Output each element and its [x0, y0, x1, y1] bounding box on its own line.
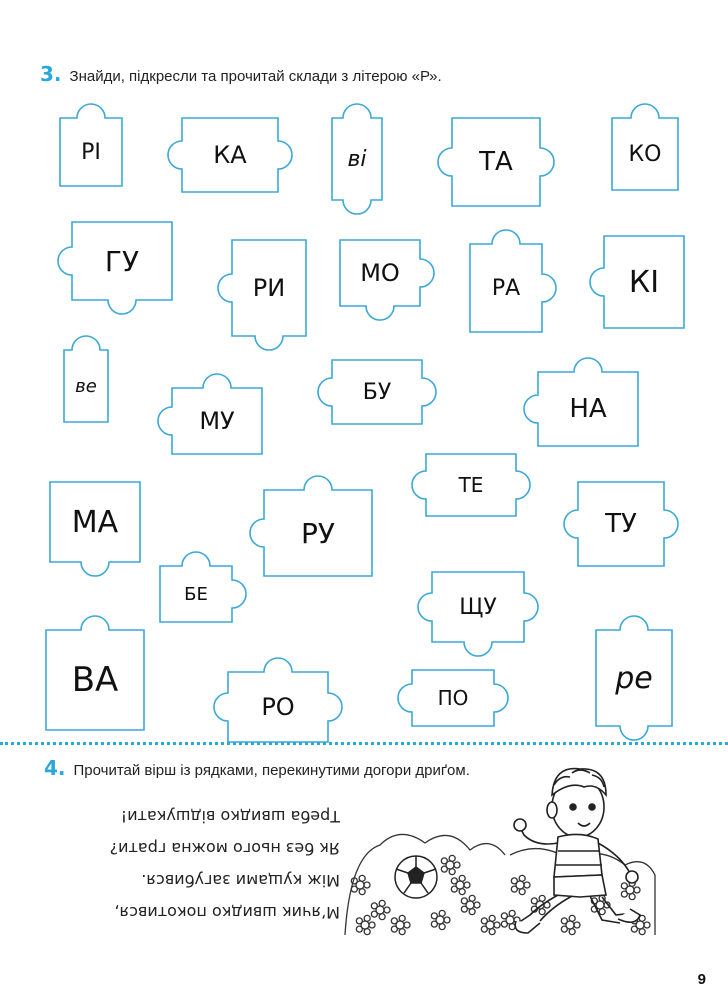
puzzle-piece[interactable]	[578, 482, 664, 566]
syllable-label: МО	[360, 259, 400, 287]
puzzle-piece[interactable]	[332, 360, 422, 424]
puzzle-piece[interactable]	[72, 222, 172, 300]
syllable-label: МУ	[199, 407, 235, 435]
poem-line: М’ячик швидко покотився,	[114, 903, 340, 922]
syllable-label: РУ	[301, 516, 335, 550]
syllable-label: РО	[261, 693, 295, 721]
puzzle-piece[interactable]	[46, 630, 144, 730]
syllable-label: РИ	[252, 274, 286, 302]
puzzle-piece[interactable]	[160, 566, 232, 622]
syllable-label: КА	[213, 141, 247, 169]
boy-kicking-ball-icon	[340, 755, 660, 940]
syllable-label: ТЕ	[458, 473, 484, 497]
syllable-label: БУ	[362, 379, 392, 405]
syllable-label: ві	[347, 146, 367, 172]
puzzle-piece[interactable]	[470, 244, 542, 332]
syllable-label: БЕ	[184, 583, 208, 605]
puzzle-piece[interactable]	[412, 670, 494, 726]
syllable-label: ТА	[479, 147, 513, 177]
syllable-label: МА	[71, 504, 119, 540]
puzzle-piece[interactable]	[426, 454, 516, 516]
puzzle-piece[interactable]	[64, 350, 108, 422]
poem-line: Як без нього можна грати?	[109, 839, 340, 858]
section-divider	[0, 742, 728, 745]
syllable-label: ПО	[437, 686, 469, 710]
puzzle-piece[interactable]	[228, 672, 328, 742]
puzzle-piece[interactable]	[50, 482, 140, 562]
syllable-label: КО	[628, 141, 662, 167]
puzzle-piece[interactable]	[264, 490, 372, 576]
page-number: 9	[697, 971, 706, 988]
puzzle-piece[interactable]	[452, 118, 540, 206]
puzzle-piece[interactable]	[172, 388, 262, 454]
puzzle-piece[interactable]	[432, 572, 524, 642]
puzzle-piece[interactable]	[182, 118, 278, 192]
upside-down-poem	[60, 800, 340, 928]
puzzle-piece[interactable]	[332, 118, 382, 200]
syllable-label: ТУ	[605, 509, 637, 539]
puzzle-piece[interactable]	[604, 236, 684, 328]
syllable-label: ре	[615, 660, 653, 696]
poem-line: Між кущами загубився.	[141, 871, 340, 890]
syllable-label: РА	[491, 275, 521, 301]
puzzle-piece[interactable]	[538, 372, 638, 446]
puzzle-piece[interactable]	[60, 118, 122, 186]
puzzle-piece[interactable]	[612, 118, 678, 190]
puzzle-piece[interactable]	[340, 240, 420, 306]
task-4-instruction: Прочитай вірш із рядками, перекинутими догори дриґом.	[73, 762, 470, 779]
task-3-instruction: Знайди, підкресли та прочитай склади з літерою «Р».	[69, 68, 442, 85]
task-3-header	[40, 62, 442, 86]
poem-line: Треба швидко відшукати!	[120, 807, 340, 826]
syllable-label: КІ	[628, 264, 660, 300]
syllable-label: РІ	[81, 139, 101, 165]
syllable-label: ГУ	[104, 244, 140, 278]
syllable-label: ве	[75, 375, 97, 397]
puzzle-piece[interactable]	[232, 240, 306, 336]
puzzle-piece[interactable]	[596, 630, 672, 726]
task-3-number: 3.	[40, 62, 62, 86]
syllable-label: НА	[569, 394, 607, 424]
syllable-label: ВА	[71, 660, 119, 700]
syllable-label: ЩУ	[459, 594, 497, 620]
task-4-number: 4.	[44, 756, 66, 780]
